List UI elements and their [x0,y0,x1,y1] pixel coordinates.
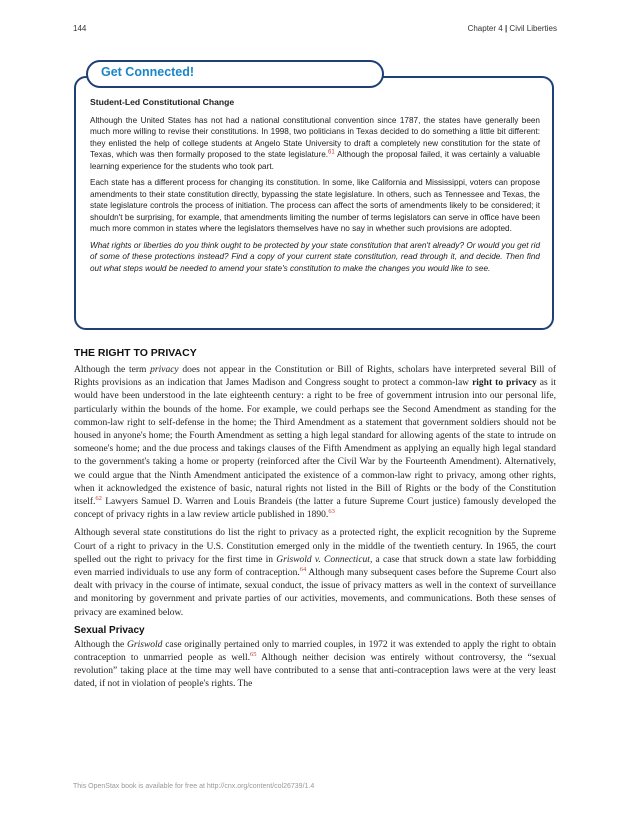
key-term-right-to-privacy: right to privacy [472,378,537,389]
term-privacy: privacy [150,365,179,375]
callout-question: What rights or liberties do you think ought to be protected by your state constitution that aren't already? Or would you get rid of some of these protections instead? Find a copy of your current state constitution, read through it, and decide. Then find out what steps would be needed to amend your state's constitution to make the changes you would like to see. [90,240,540,273]
chapter-label: Chapter 4 [467,24,503,33]
page-number: 144 [73,24,87,33]
callout-paragraph-1: Although the United States has not had a national constitutional convention since 1787, the states have generally been much more willing to revise their constitutions. In 1998, two politicians in Texas decided to do something a little bit different: they enlisted the help of college students at Angelo State University to draft a completely new constitution for the state of Texas, which was then formally proposed to the state legislature.$^{61}$ Although the proposal failed, it was certainly a valuable learning experience for the students who took part. [90,115,540,171]
callout-body [90,97,540,279]
footnote-ref-63[interactable]: 63 [328,508,335,516]
section-heading: THE RIGHT TO PRIVACY [74,347,197,359]
running-header [468,24,557,33]
footer-note: This OpenStax book is available for free at http://cnx.org/content/col26739/1.4 [73,783,315,790]
case-griswold: Griswold [127,639,163,650]
callout-paragraph-2: Each state has a different process for changing its constitution. In some, like California and Mississippi, voters can propose amendments to their state constitution directly, bypassing the state legislature. In others, such as Tennessee and Texas, the state legislature controls the process of initiation. The process can affect the sorts of amendments likely to be considered; it shouldn't be surprising, for example, that amendments limiting the number of terms legislators can serve in office have been much more common in states where the legislators themselves have no say in whether such provisions are adopted. [90,178,540,233]
header-separator: | [504,24,508,33]
subsection-heading: Sexual Privacy [74,624,145,636]
privacy-paragraph-1: Although the term privacy does not appear in the Constitution or Bill of Rights, scholars have interpreted several Bill of Rights provisions as an indication that James Madison and Congress sought to protect a common-law right to privacy as it would have been understood in the late eighteenth century: a right to be free of government intrusion into our personal life, particularly within the bounds of the home. For example, we could perhaps see the Second Amendment as standing for the common-law right to self-defense in the home; the Third Amendment as a statement that government soldiers should not be housed in anyone's home; the Fourth Amendment as setting a high legal standard for allowing agents of the state to intrude on someone's home; and the due process and takings clauses of the Fifth Amendment as applying an equally high legal standard to the government's taking a home or property (reinforced after the Civil War by the Fourteenth Amendment). Alternatively, we could argue that the Ninth Amendment anticipated the existence of a common-law right to privacy, among other rights, when it acknowledged the existence of basic, natural rights not listed in the Bill of Rights or the body of the Constitution itself.$^{62}$ Lawyers Samuel D. Warren and Louis Brandeis (the latter a future Supreme Court justice) famously developed the concept of privacy rights in a law review article published in 1890.63 [74,365,557,521]
section-label: Civil Liberties [509,24,557,33]
privacy-paragraph-2: Although several state constitutions do list the right to privacy as a protected right, the explicit recognition by the Supreme Court of a right to privacy in the U.S. Constitution emerged only in the middle of the twentieth century. In 1965, the court spelled out the right to privacy for the first time in Griswold v. Connecticut, a case that struck down a state law forbidding even married individuals to use any form of contraception.$^{64}$ Although many subsequent cases before the Supreme Court also dealt with privacy in the course of intimate, sexual conduct, the issue of privacy matters as well in the context of surveillance and monitoring by government and private parties of our activities, movements, and communications. Both these senses of privacy are examined below. [74,528,557,618]
main-content [74,347,556,697]
footnote-ref-64[interactable]: 64 [299,565,307,573]
sexual-privacy-paragraph: Although the Griswold case originally pertained only to married couples, in 1972 it was extended to apply the right to obtain contraception to unmarried people as well.$^{65}$ Although neither decision was entirely without controversy, the “sexual revolution” taking place at the time may well have contributed to a sense that anti-contraception laws were at the very least dated, if not in violation of people's rights. The [74,639,557,690]
callout-title: Get Connected! [101,65,195,79]
callout-heading: Student-Led Constitutional Change [90,97,235,107]
footnote-ref-65[interactable]: 65 [249,650,257,658]
footnote-ref-61[interactable]: 61 [328,149,335,156]
case-griswold-v-connecticut: Griswold v. Connecticut [276,554,370,565]
footnote-ref-62[interactable]: 62 [95,494,102,502]
